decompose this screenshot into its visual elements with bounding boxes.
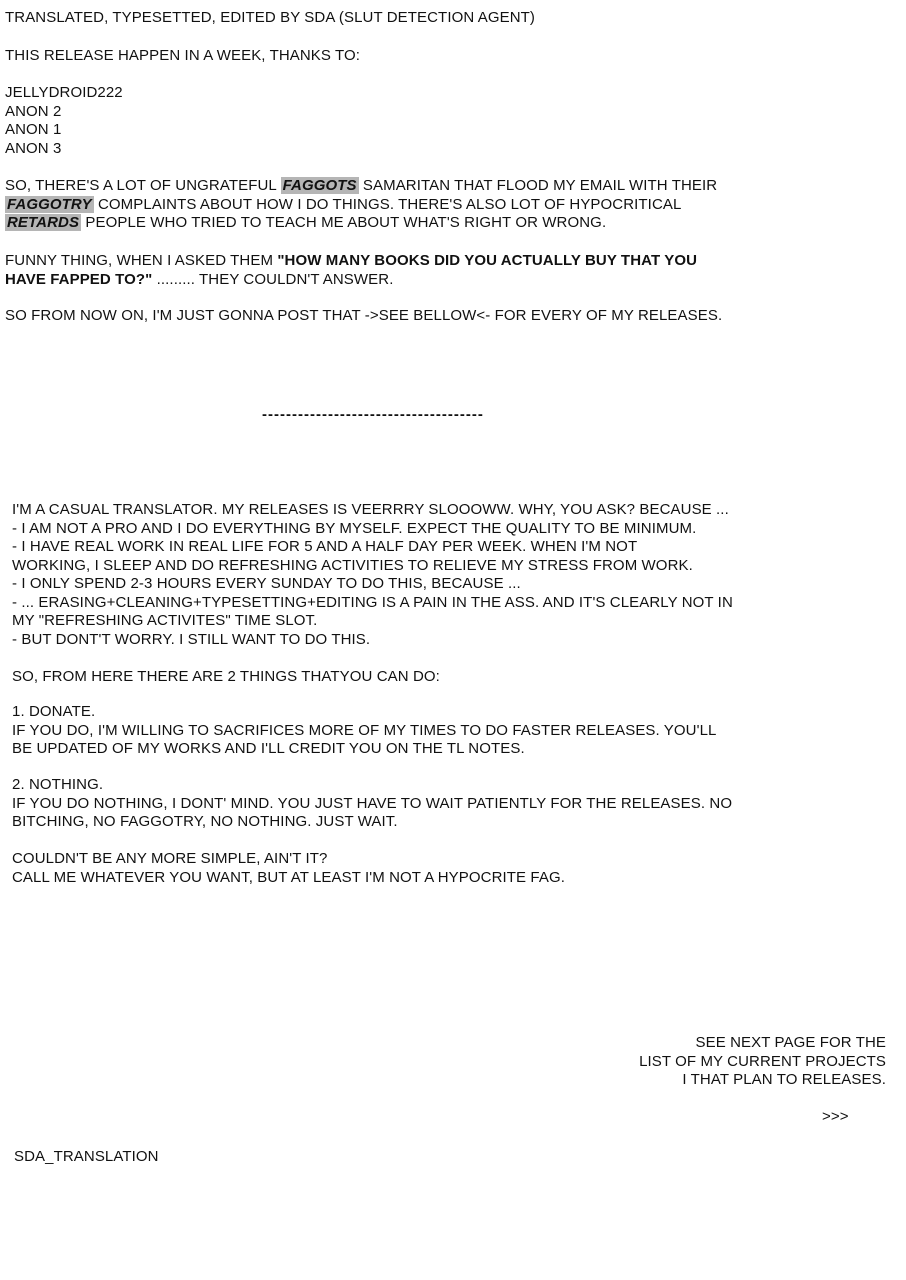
highlighted-word: FAGGOTS	[282, 177, 357, 194]
options-intro: SO, FROM HERE THERE ARE 2 THINGS THATYOU CAN DO:	[12, 668, 440, 685]
highlighted-word: FAGGOTRY	[7, 195, 92, 213]
text: COMPLAINTS ABOUT HOW I DO THINGS. THERE'S ALSO LOT OF HYPOCRITICAL	[93, 195, 682, 213]
from-now-line: SO FROM NOW ON, I'M JUST GONNA POST THAT ->SEE BELLOW<- FOR EVERY OF MY RELEASES.	[5, 307, 723, 324]
text: FUNNY THING, WHEN I ASKED THEM	[5, 252, 278, 269]
option-donate	[12, 703, 716, 759]
line: - BUT DONT'T WORRY. I STILL WANT TO DO THIS.	[12, 630, 371, 648]
line: - I HAVE REAL WORK IN REAL LIFE FOR 5 AND A HALF DAY PER WEEK. WHEN I'M NOT	[12, 538, 638, 555]
supporter: JELLYDROID222	[5, 84, 123, 101]
text: SAMARITAN THAT FLOOD MY EMAIL WITH THEIR	[358, 177, 718, 194]
next-page-note	[639, 1034, 886, 1090]
text: SO, THERE'S A LOT OF UNGRATEFUL	[5, 177, 281, 194]
divider: -------------------------------------	[262, 406, 484, 423]
line: IF YOU DO NOTHING, I DONT' MIND. YOU JUST HAVE TO WAIT PATIENTLY FOR THE RELEASES. NO	[12, 794, 733, 812]
line: IF YOU DO, I'M WILLING TO SACRIFICES MORE OF MY TIMES TO DO FASTER RELEASES. YOU'LL	[12, 721, 717, 739]
line: SEE NEXT PAGE FOR THE	[695, 1034, 886, 1051]
line: 1. DONATE.	[12, 703, 96, 720]
line: BE UPDATED OF MY WORKS AND I'LL CREDIT YOU ON THE TL NOTES.	[12, 740, 525, 757]
option-nothing	[12, 776, 732, 832]
line: I'M A CASUAL TRANSLATOR. MY RELEASES IS VEERRRY SLOOOWW. WHY, YOU ASK? BECAUSE ...	[12, 501, 729, 518]
line: - I ONLY SPEND 2-3 HOURS EVERY SUNDAY TO DO THIS, BECAUSE ...	[12, 575, 521, 592]
line: WORKING, I SLEEP AND DO REFRESHING ACTIVITIES TO RELIEVE MY STRESS FROM WORK.	[12, 556, 693, 574]
thanks-line: THIS RELEASE HAPPEN IN A WEEK, THANKS TO:	[5, 47, 361, 64]
question-text: "HOW MANY BOOKS DID YOU ACTUALLY BUY THAT YOU	[277, 252, 698, 269]
line: MY "REFRESHING ACTIVITES" TIME SLOT.	[12, 612, 318, 629]
closing	[12, 850, 565, 887]
text: PEOPLE WHO TRIED TO TEACH ME ABOUT WHAT'S RIGHT OR WRONG.	[81, 214, 607, 231]
funny-paragraph	[5, 252, 697, 289]
question-text: HAVE FAPPED TO?"	[5, 270, 153, 288]
next-arrows: >>>	[822, 1108, 849, 1125]
explanation-paragraph	[12, 501, 733, 649]
line: - ... ERASING+CLEANING+TYPESETTING+EDITING IS A PAIN IN THE ASS. AND IT'S CLEARLY NOT IN	[12, 593, 733, 611]
text: ......... THEY COULDN'T ANSWER.	[152, 270, 394, 288]
supporter: ANON 3	[5, 139, 62, 157]
supporter: ANON 1	[5, 121, 62, 138]
credits-line: TRANSLATED, TYPESETTED, EDITED BY SDA (SLUT DETECTION AGENT)	[5, 9, 535, 26]
line: COULDN'T BE ANY MORE SIMPLE, AIN'T IT?	[12, 850, 328, 867]
rant-paragraph	[5, 177, 717, 233]
supporter: ANON 2	[5, 102, 62, 120]
highlighted-word: RETARDS	[7, 214, 80, 231]
supporters-list	[5, 84, 123, 158]
signature: SDA_TRANSLATION	[14, 1148, 159, 1165]
line: 2. NOTHING.	[12, 776, 104, 793]
line: I THAT PLAN TO RELEASES.	[682, 1071, 886, 1088]
line: CALL ME WHATEVER YOU WANT, BUT AT LEAST I'M NOT A HYPOCRITE FAG.	[12, 868, 565, 886]
line: BITCHING, NO FAGGOTRY, NO NOTHING. JUST WAIT.	[12, 813, 398, 830]
line: - I AM NOT A PRO AND I DO EVERYTHING BY MYSELF. EXPECT THE QUALITY TO BE MINIMUM.	[12, 519, 697, 537]
line: LIST OF MY CURRENT PROJECTS	[639, 1052, 886, 1070]
